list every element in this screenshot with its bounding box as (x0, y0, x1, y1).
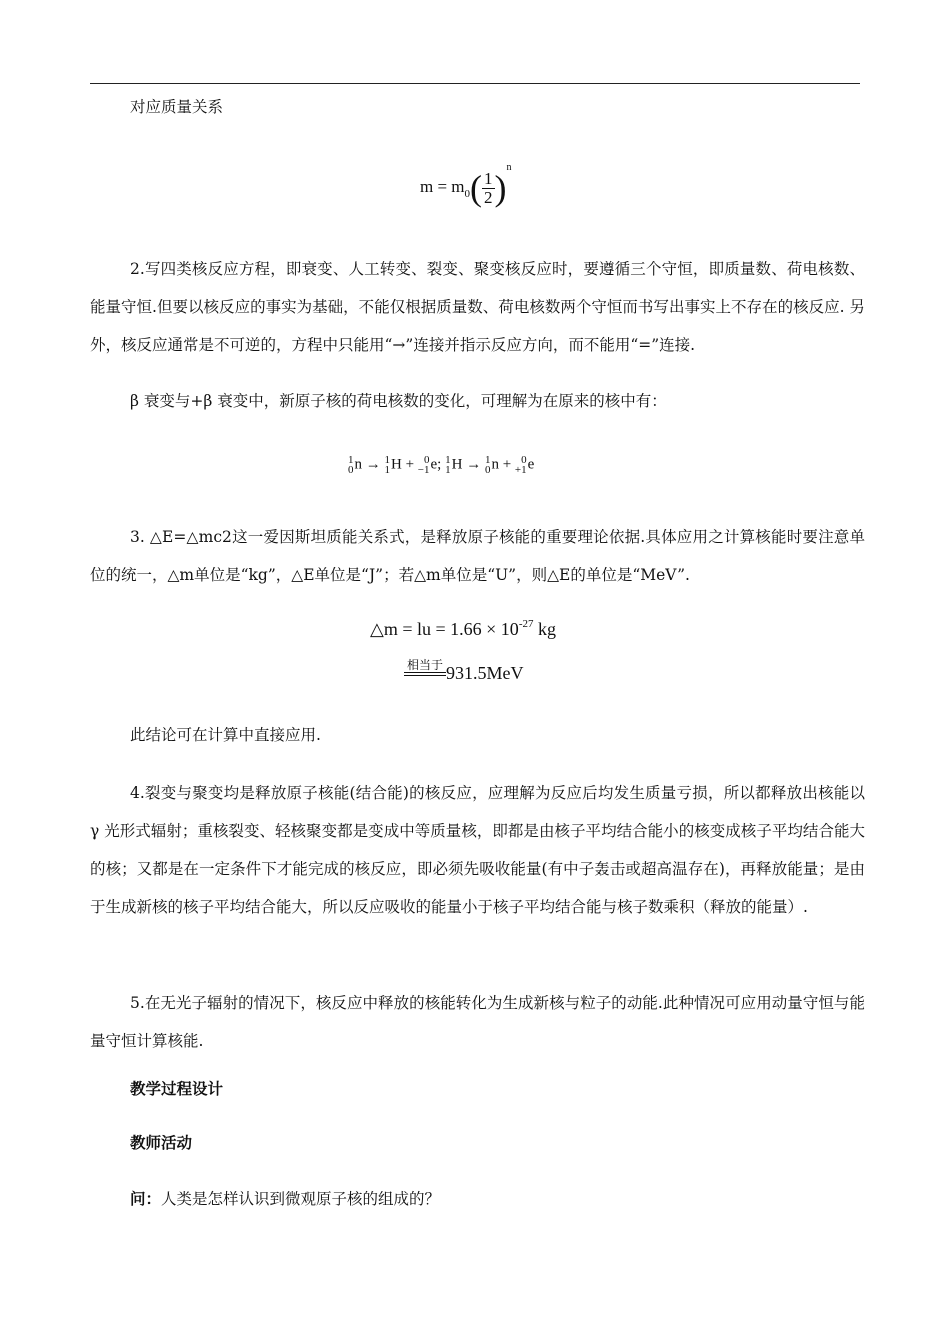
equation-atomic-mass-unit: △m = lu = $1.66 \times 10^{-27}$ kg (370, 618, 556, 639)
question-label: 问： (130, 1189, 162, 1208)
equation-nucleon-conversion: 1 0 n → 1 1 H + 0 −1 e; 1 1 H → 1 0 n + 0 +1 e (348, 454, 535, 476)
question-line (90, 1180, 865, 1218)
paragraph-mass-relation: 对应质量关系 (130, 98, 224, 116)
equation-mass-decay: $m = m_0$( $\frac{1}{2}$ )$^n$ (420, 162, 512, 209)
paragraph-kinetic-energy: 5.在无光子辐射的情况下，核反应中释放的核能转化为生成新核与粒子的动能.此种情况可应用动量守恒与能量守恒计算核能. (90, 994, 865, 1050)
paragraph-conclusion: 此结论可在计算中直接应用. (130, 726, 321, 744)
equation-mev-equivalence: 相当于 931.5MeV (404, 658, 524, 684)
question-text: 人类是怎样认识到微观原子核的组成的？ (161, 1190, 441, 1208)
heading-teacher-activity: 教师活动 (130, 1133, 193, 1152)
paragraph-fission-fusion: 4.裂变与聚变均是释放原子核能(结合能)的核反应，应理解为反应后均发生质量亏损，所以都释放出核能以 γ 光形式辐射；重核裂变、轻核聚变都是变成中等质量核，即都是由核子平均结合能小的核变成核子平均结合能大的核；又都是在一定条件下才能完成的核反应，即必须先吸收能量(有中子轰击或超高温存在)，再释放能量；是由于生成新核的核子平均结合能大，所以反应吸收的能量小于核子平均结合能与核子数乘积（释放的能量）. (90, 784, 865, 916)
heading-teaching-process: 教学过程设计 (130, 1079, 224, 1098)
header-rule (90, 83, 860, 84)
paragraph-reaction-equations: 2.写四类核反应方程，即衰变、人工转变、裂变、聚变核反应时，要遵循三个守恒，即质量数、荷电核数、能量守恒.但要以核反应的事实为基础，不能仅根据质量数、荷电核数两个守恒而书写出事实上不存在的核反应. 另外，核反应通常是不可逆的，方程中只能用“→”连接并指示反应方向，而不能用“=”连接. (90, 260, 865, 354)
paragraph-beta-decay: β 衰变与+β 衰变中，新原子核的荷电核数的变化，可理解为在原来的核中有： (130, 392, 667, 410)
paragraph-mass-energy: 3. △E=△mc2这一爱因斯坦质能关系式，是释放原子核能的重要理论依据.具体应用之计算核能时要注意单位的统一，△m单位是“kg”，△E单位是“J”；若△m单位是“U”，则△E的单位是“MeV”. (90, 528, 865, 584)
